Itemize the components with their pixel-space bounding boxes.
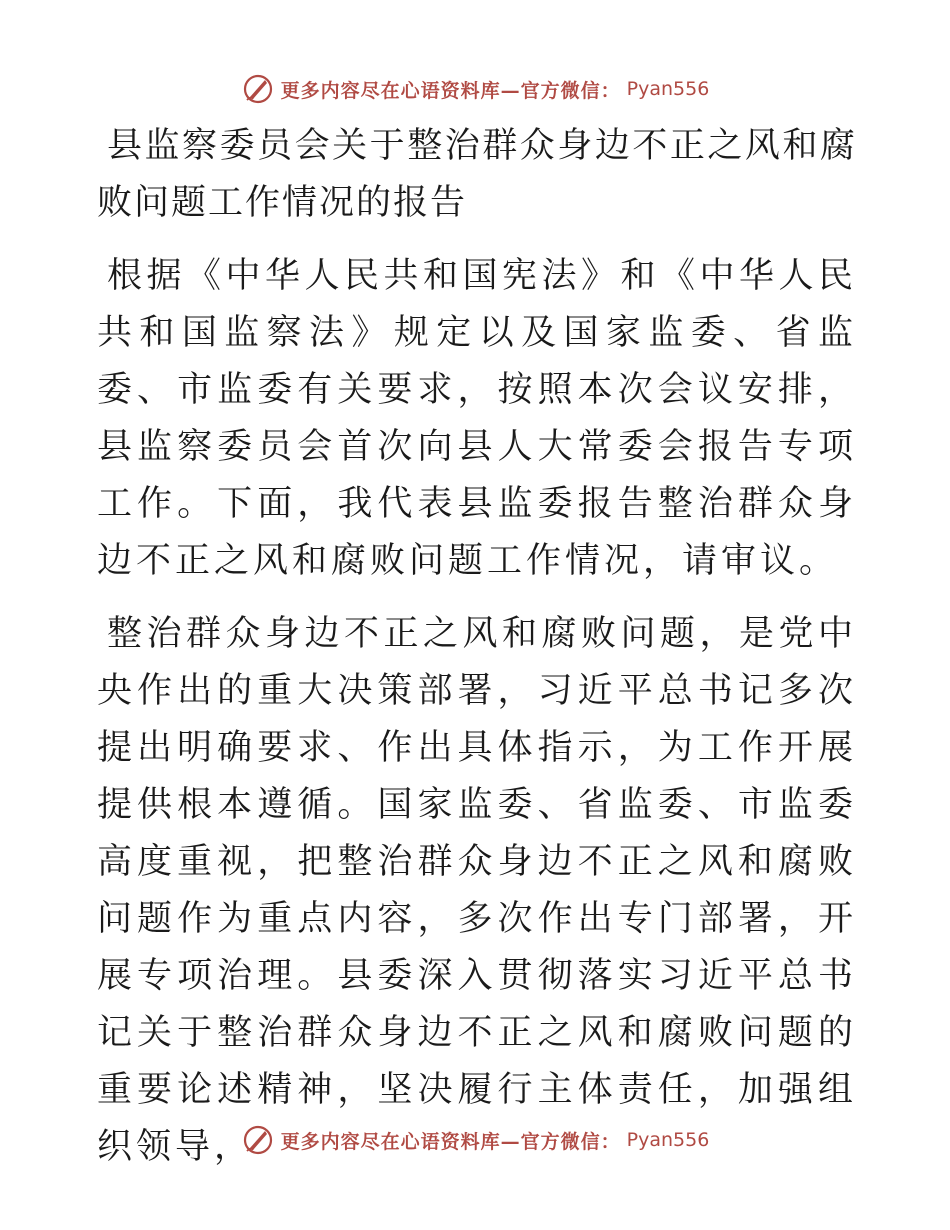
document-title: 县监察委员会关于整治群众身边不正之风和腐败问题工作情况的报告 [97, 126, 857, 223]
quill-logo-icon [241, 1123, 275, 1157]
paragraph: 根据《中华人民共和国宪法》和《中华人民共和国监察法》规定以及国家监委、省监委、市监委有关要求，按照本次会议安排，县监察委员会首次向县人大常委会报告专项工作。下面，我代表县监委报告整治群众身边不正之风和腐败问题工作情况，请审议。 [97, 256, 857, 581]
document-body [97, 118, 857, 1192]
footer-banner [0, 1123, 950, 1157]
banner-text: 更多内容尽在心语资料库—官方微信： [280, 79, 621, 102]
header-banner [0, 72, 950, 106]
quill-logo-icon [241, 72, 275, 106]
banner-wechat-id: Pyan556 [626, 1129, 710, 1151]
paragraph: 整治群众身边不正之风和腐败问题，是党中央作出的重大决策部署，习近平总书记多次提出明确要求、作出具体指示，为工作开展提供根本遵循。国家监委、省监委、市监委高度重视，把整治群众身边不正之风和腐败问题作为重点内容，多次作出专门部署，开展专项治理。县委深入贯彻落实习近平总书记关于整治群众身边不正之风和腐败问题的重要论述精神，坚决履行主体责任，加强组织领导， [97, 614, 857, 1167]
banner-text: 更多内容尽在心语资料库—官方微信： [280, 1130, 621, 1153]
banner-wechat-id: Pyan556 [626, 78, 710, 100]
